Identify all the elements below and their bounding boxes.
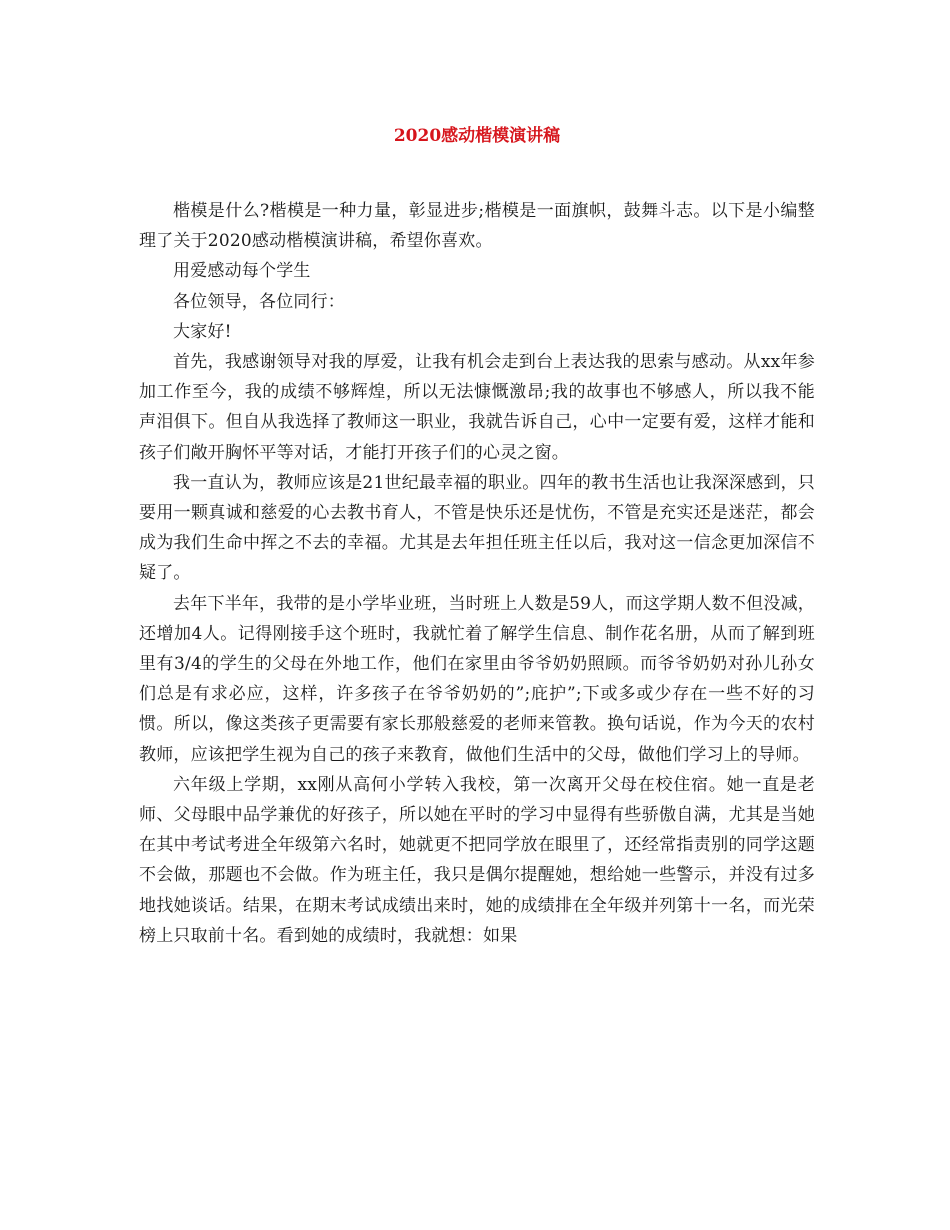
paragraph-body: 去年下半年，我带的是小学毕业班，当时班上人数是59人，而这学期人数不但没减，还增加4人。记得刚接手这个班时，我就忙着了解学生信息、制作花名册，从而了解到班里有3/4的学生的父母在外地工作，他们在家里由爷爷奶奶照顾。而爷爷奶奶对孙儿孙女们总是有求必应，这样，许多孩子在爷爷奶奶的”;庇护”;下或多或少存在一些不好的习惯。所以，像这类孩子更需要有家长那般慈爱的老师来管教。换句话说，作为今天的农村教师，应该把学生视为自己的孩子来教育，做他们生活中的父母，做他们学习上的导师。 [139,593,815,765]
paragraph-body: 首先，我感谢领导对我的厚爱，让我有机会走到台上表达我的思索与感动。从xx年参加工作至今，我的成绩不够辉煌，所以无法慷慨激昂;我的故事也不够感人，所以我不能声泪俱下。但自从我选择了教师这一职业，我就告诉自己，心中一定要有爱，这样才能和孩子们敞开胸怀平等对话，才能打开孩子们的心灵之窗。 [139,352,815,463]
document-title: 2020感动楷模演讲稿 [393,126,561,146]
paragraph-salutation: 各位领导，各位同行： [173,291,345,312]
paragraph-subtitle: 用爱感动每个学生 [173,261,311,282]
paragraph-intro: 楷模是什么?楷模是一种力量，彰显进步;楷模是一面旗帜，鼓舞斗志。以下是小编整理了关于2020感动楷模演讲稿，希望你喜欢。 [139,201,815,252]
paragraph-body: 我一直认为，教师应该是21世纪最幸福的职业。四年的教书生活也让我深深感到，只要用一颗真诚和慈爱的心去教书育人，不管是快乐还是忧伤，不管是充实还是迷茫，都会成为我们生命中挥之不去的幸福。尤其是去年担任班主任以后，我对这一信念更加深信不疑了。 [139,472,815,584]
paragraph-greeting: 大家好! [173,321,232,342]
document-body [139,196,815,951]
paragraph-body: 六年级上学期，xx刚从高何小学转入我校，第一次离开父母在校住宿。她一直是老师、父母眼中品学兼优的好孩子，所以她在平时的学习中显得有些骄傲自满，尤其是当她在其中考试考进全年级第六名时，她就更不把同学放在眼里了，还经常指责别的同学这题不会做，那题也不会做。作为班主任，我只是偶尔提醒她，想给她一些警示，并没有过多地找她谈话。结果，在期末考试成绩出来时，她的成绩排在全年级并列第十一名，而光荣榜上只取前十名。看到她的成绩时，我就想：如果 [139,774,815,946]
